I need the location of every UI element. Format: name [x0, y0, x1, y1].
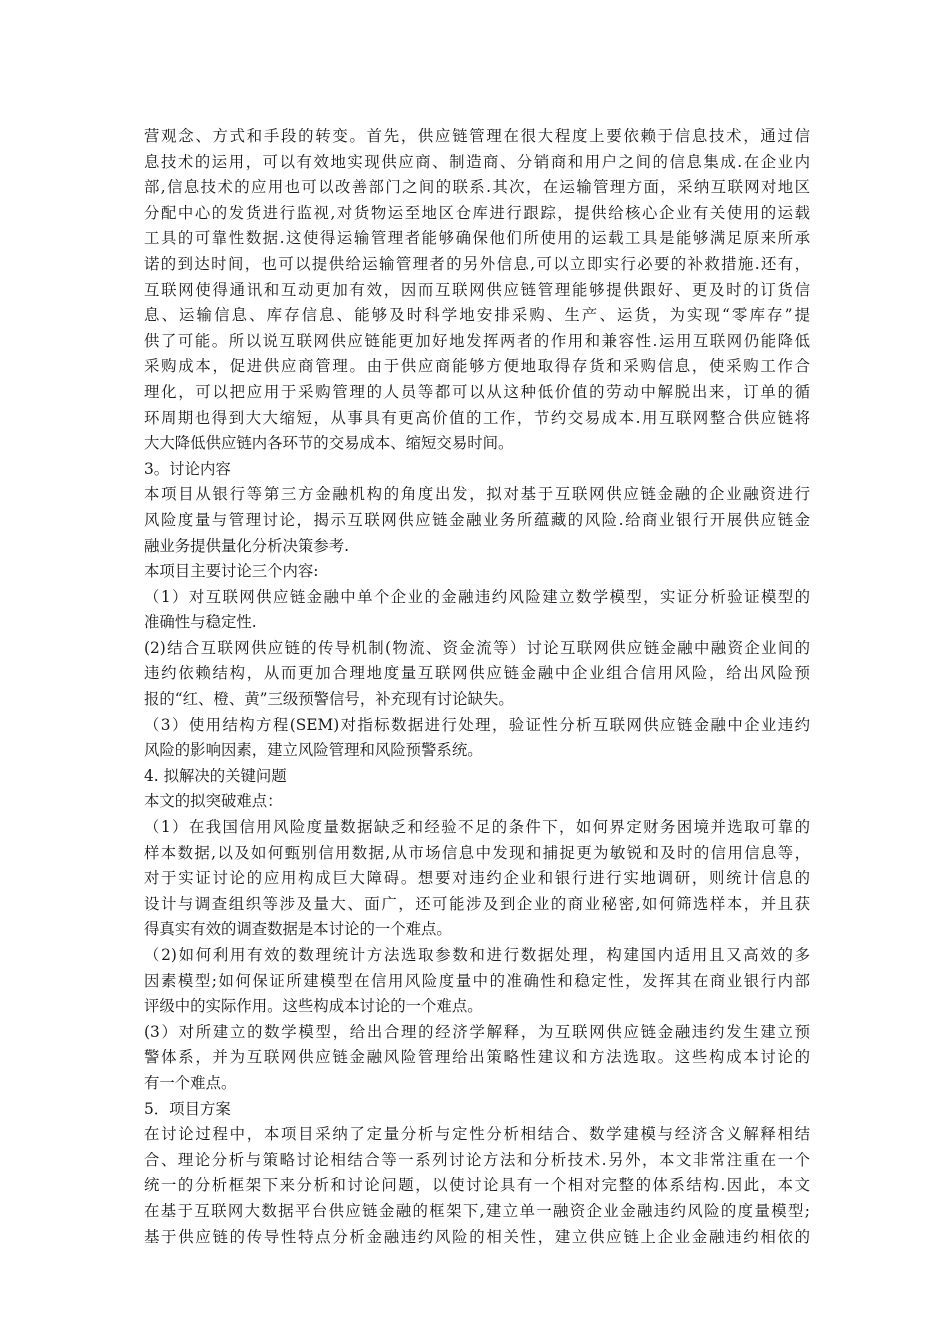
section-heading-line: 4. 拟解决的关键问题	[144, 766, 287, 785]
text-line: 评级中的实际作用。这些构成本讨论的一个难点。	[144, 997, 483, 1016]
text-line: 合、理论分析与策略讨论相结合等一系列讨论方法和分析技术.另外，本文非常注重在一个	[144, 1150, 810, 1169]
text-line: (2)结合互联网供应链的传导机制(物流、资金流等）讨论互联网供应链金融中融资企业间的	[144, 638, 810, 657]
text-line: 设计与调查组织等涉及量大、面广，还可能涉及到企业的商业秘密,如何筛选样本，并且获	[144, 894, 810, 913]
text-line: 有一个难点。	[144, 1073, 237, 1092]
text-line: 工具的可靠性数据.这使得运输管理者能够确保他们所使用的运载工具是能够满足原来所承	[144, 229, 810, 248]
text-line: 对于实证讨论的应用构成巨大障碍。想要对违约企业和银行进行实地调研，则统计信息的	[144, 869, 810, 888]
text-line: 分配中心的发货进行监视,对货物运至地区仓库进行跟踪，提供给核心企业有关使用的运载	[144, 203, 810, 222]
text-line: （3）使用结构方程(SEM)对指标数据进行处理，验证性分析互联网供应链金融中企业违约	[144, 715, 810, 734]
text-line: 警体系，并为互联网供应链金融风险管理给出策略性建议和方法选取。这些构成本讨论的	[144, 1048, 810, 1067]
text-line: （2)如何利用有效的数理统计方法选取参数和进行数据处理，构建国内适用且又高效的多	[144, 946, 810, 964]
text-line: 供了可能。所以说互联网供应链能更加好地发挥两者的作用和兼容性.运用互联网仍能降低	[144, 331, 810, 350]
section-heading-line: 5．项目方案	[144, 1099, 231, 1118]
text-line: (3）对所建立的数学模型，给出合理的经济学解释，为互联网供应链金融违约发生建立预	[144, 1022, 810, 1041]
text-line: 样本数据,以及如何甄别信用数据,从市场信息中发现和捕捉更为敏锐和及时的信用信息等，	[144, 843, 810, 862]
text-line: 统一的分析框架下来分析和讨论问题，以使讨论具有一个相对完整的体系结构.因此，本文	[144, 1176, 810, 1195]
text-line: 在讨论过程中，本项目采纳了定量分析与定性分析相结合、数学建模与经济含义解释相结	[144, 1125, 810, 1144]
text-line: 风险度量与管理讨论，揭示互联网供应链金融业务所蕴藏的风险.给商业银行开展供应链金	[144, 510, 810, 529]
text-line: 环周期也得到大大缩短，从事具有更高价值的工作，节约交易成本.用互联网整合供应链将	[144, 408, 810, 427]
section-heading-line: 本项目主要讨论三个内容:	[144, 562, 319, 581]
section-heading-line: 3。讨论内容	[144, 459, 231, 478]
text-line: 报的“红、橙、黄”三级预警信号，补充现有讨论缺失。	[144, 690, 514, 709]
text-line: 息技术的运用，可以有效地实现供应商、制造商、分销商和用户之间的信息集成.在企业内	[144, 152, 810, 171]
text-line: 基于供应链的传导性特点分析金融违约风险的相关性，建立供应链上企业金融违约相依的	[144, 1227, 810, 1246]
text-line: 息、运输信息、库存信息、能够及时科学地安排采购、生产、运货，为实现“零库存”提	[144, 306, 810, 325]
text-line: 营观念、方式和手段的转变。首先，供应链管理在很大程度上要依赖于信息技术，通过信	[144, 127, 810, 145]
text-line: 得真实有效的调查数据是本讨论的一个难点。	[144, 920, 452, 939]
text-line: 违约依赖结构，从而更加合理地度量互联网供应链金融中企业组合信用风险，给出风险预	[144, 664, 810, 683]
text-line: 因素模型;如何保证所建模型在信用风险度量中的准确性和稳定性，发挥其在商业银行内部	[144, 971, 810, 990]
text-line: 本项目从银行等第三方金融机构的角度出发，拟对基于互联网供应链金融的企业融资进行	[144, 485, 810, 504]
text-line: 互联网使得通讯和互动更加有效，因而互联网供应链管理能够提供跟好、更及时的订货信	[144, 280, 810, 299]
text-line: 准确性与稳定性.	[144, 613, 257, 632]
text-line: （1）对互联网供应链金融中单个企业的金融违约风险建立数学模型，实证分析验证模型的	[144, 587, 810, 606]
text-line: （1）在我国信用风险度量数据缺乏和经验不足的条件下，如何界定财务困境并选取可靠的	[144, 818, 810, 837]
text-line: 风险的影响因素，建立风险管理和风险预警系统。	[144, 741, 483, 760]
text-line: 部,信息技术的应用也可以改善部门之间的联系.其次，在运输管理方面，采纳互联网对地区	[144, 178, 810, 197]
text-line: 诺的到达时间，也可以提供给运输管理者的另外信息,可以立即实行必要的补救措施.还有，	[144, 254, 810, 273]
text-line: 融业务提供量化分析决策参考.	[144, 536, 349, 555]
section-heading-line: 本文的拟突破难点：	[144, 792, 283, 811]
text-line: 采购成本，促进供应商管理。由于供应商能够方便地取得存货和采购信息，使采购工作合	[144, 357, 810, 376]
text-line: 在基于互联网大数据平台供应链金融的框架下,建立单一融资企业金融违约风险的度量模型;	[144, 1201, 810, 1220]
text-line: 大大降低供应链内各环节的交易成本、缩短交易时间。	[144, 434, 514, 453]
document-body	[144, 124, 810, 1250]
text-line: 理化，可以把应用于采购管理的人员等都可以从这种低价值的劳动中解脱出来，订单的循	[144, 382, 810, 401]
